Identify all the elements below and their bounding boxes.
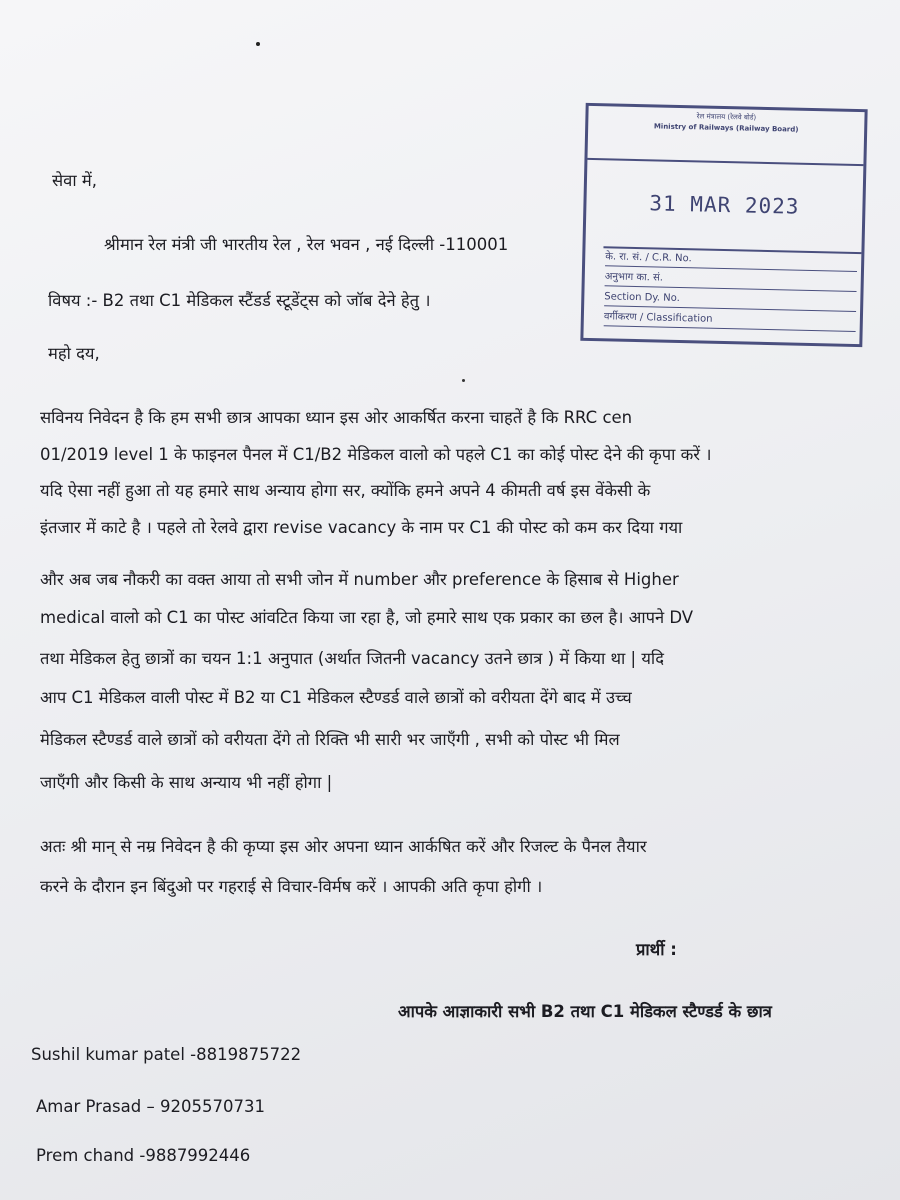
paragraph-line: जाएँगी और किसी के साथ अन्याय भी नहीं होगा | (40, 773, 333, 792)
salutation-to: सेवा में, (52, 171, 97, 190)
subject-line: विषय :- B2 तथा C1 मेडिकल स्टैंडर्ड स्टूडेंट्स को जॉब देने हेतु । (48, 291, 431, 310)
paragraph-line: सविनय निवेदन है कि हम सभी छात्र आपका ध्यान इस ओर आकर्षित करना चाहतें है कि RRC cen (40, 408, 633, 427)
stamp-title-english: Ministry of Railways (Railway Board) (653, 122, 799, 134)
ink-dot (256, 42, 260, 46)
ministry-receipt-stamp (580, 103, 867, 347)
signatory-1: Sushil kumar patel -8819875722 (31, 1045, 302, 1064)
paragraph-line: अतः श्री मान् से नम्र निवेदन है की कृप्या इस ओर अपना ध्यान आर्कषित करें और रिजल्ट के पैनल तैयार (40, 837, 647, 856)
paragraph-line: medical वालो को C1 का पोस्ट आंवटित किया जा रहा है, जो हमारे साथ एक प्रकार का छल है। आपने DV (40, 608, 694, 627)
paragraph-line: इंतजार में काटे है । पहले तो रेलवे द्वारा revise vacancy के नाम पर C1 की पोस्ट को कम कर दिया गया (40, 518, 683, 537)
stamp-title-hindi: रेल मंत्रालय (रेलवे बोर्ड) (696, 112, 757, 122)
applicant-label: प्रार्थी : (636, 940, 677, 959)
paragraph-line: 01/2019 level 1 के फाइनल पैनल में C1/B2 मेडिकल वालो को पहले C1 का कोई पोस्ट देने की कृपा करें । (40, 445, 712, 464)
stamp-header (587, 106, 864, 166)
stamp-row-classification: वर्गीकरण / Classification (604, 309, 856, 332)
signatory-3: Prem chand -9887992446 (36, 1146, 251, 1165)
signatory-2: Amar Prasad – 9205570731 (36, 1097, 265, 1116)
sign-off: आपके आज्ञाकारी सभी B2 तथा C1 मेडिकल स्टैण्डर्ड के छात्र (398, 1002, 772, 1021)
paragraph-line: आप C1 मेडिकल वाली पोस्ट में B2 या C1 मेडिकल स्टैण्डर्ड वाले छात्रों को वरीयता देंगे बाद में उच्च (40, 688, 632, 707)
stamp-row-section-dy-no: Section Dy. No. (604, 289, 856, 312)
stamp-row-cr-no: के. रा. सं. / C.R. No. (605, 249, 857, 272)
stamp-date: 31 MAR 2023 (649, 191, 800, 219)
stamp-row-section-no-hindi: अनुभाग का. सं. (605, 269, 857, 292)
paragraph-line: तथा मेडिकल हेतु छात्रों का चयन 1:1 अनुपात (अर्थात जितनी vacancy उतने छात्र ) में किया था | यदि (40, 649, 664, 668)
paragraph-line: करने के दौरान इन बिंदुओ पर गहराई से विचार-विर्मष करें । आपकी अति कृपा होगी । (40, 877, 543, 896)
addressee: श्रीमान रेल मंत्री जी भारतीय रेल , रेल भवन , नई दिल्ली -110001 (104, 235, 509, 254)
paragraph-line: और अब जब नौकरी का वक्त आया तो सभी जोन में number और preference के हिसाब से Higher (40, 570, 679, 589)
greeting: महो दय, (48, 344, 100, 363)
ink-dot (462, 379, 465, 382)
paragraph-line: मेडिकल स्टैण्डर्ड वाले छात्रों को वरीयता देंगे तो रिक्ति भी सारी भर जाएँगी , सभी को पोस्ट भी मिल (40, 730, 620, 749)
paragraph-line: यदि ऐसा नहीं हुआ तो यह हमारे साथ अन्याय होगा सर, क्योंकि हमने अपने 4 कीमती वर्ष इस वेंकेसी के (40, 481, 651, 500)
